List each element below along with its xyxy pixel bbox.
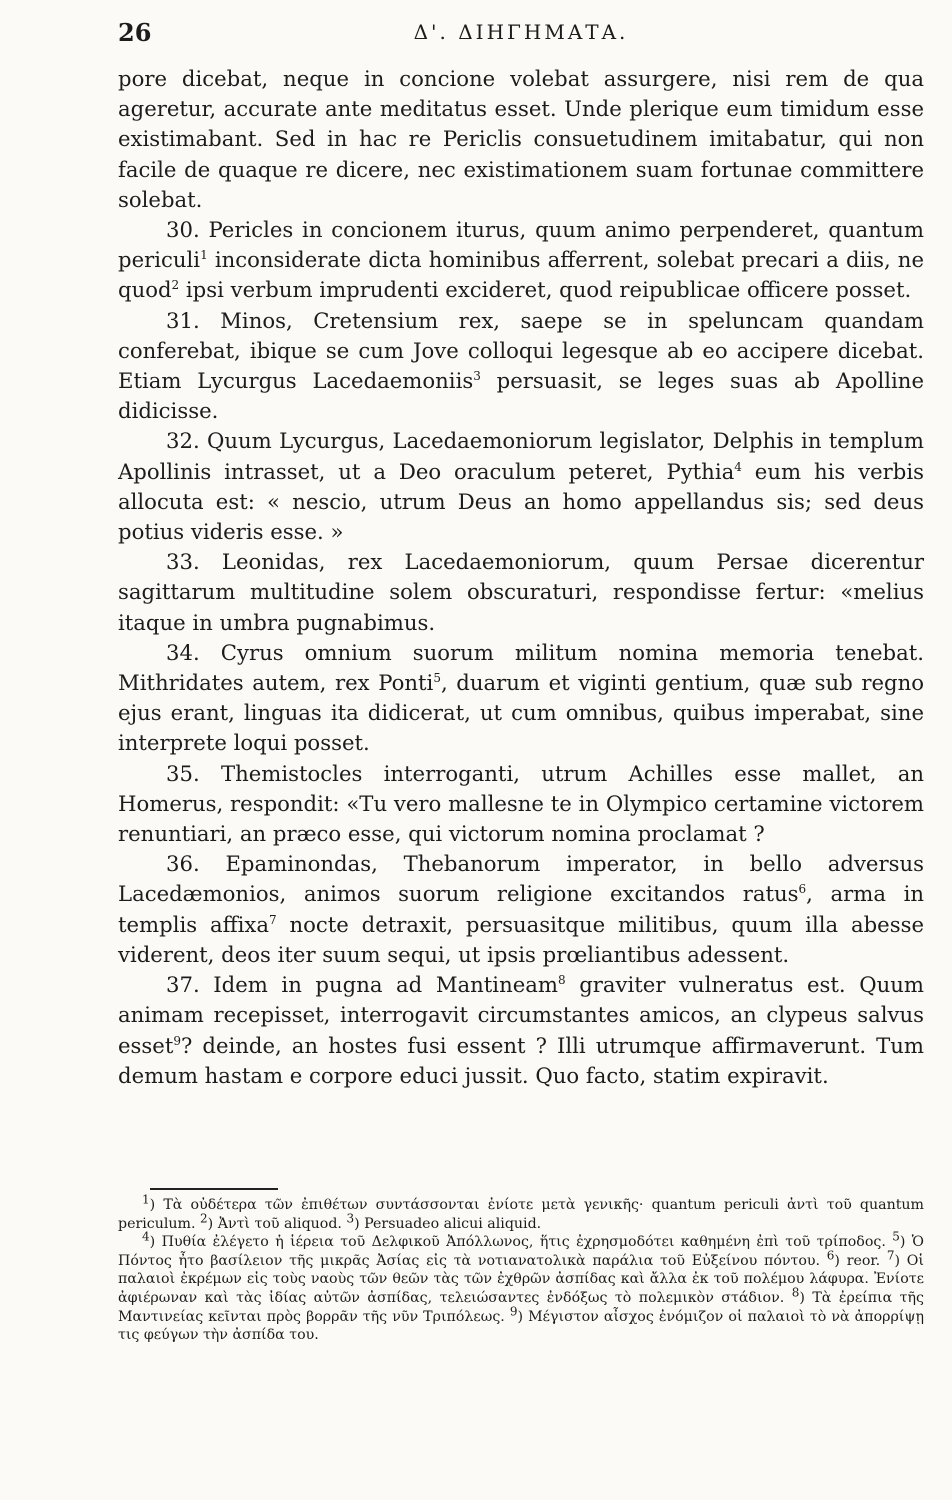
section-number: 32. [166, 428, 200, 454]
footnote-ref: 2 [171, 278, 180, 293]
footnote-block: $^4$) Πυθία ἐλέγετο ἡ ἱέρεια τοῦ Δελφικοῦ Ἀπόλλωνος, ἥτις ἐχρησμοδότει καθημένη ἐπὶ τοῦ τρίποδος. $^5$) Ὁ Πόντος ἦτο βασίλειον τῆς μικρᾶς Ἀσίας εἰς τὰ νοτιανατολικὰ παράλια τοῦ Εὐξείνου πόντου. $^6$) reor. $^7$) Οἱ παλαιοὶ ἐκρέμων εἰς τοὺς ναοὺς τῶν θεῶν τὰς τῶν ἐχθρῶν ἀσπίδας καὶ ἄλλα ἐκ τοῦ πολέμου λάφυρα. Ἐνίοτε ἀφιέρωναν καὶ τὰς ἰδίας αὐτῶν ἀσπίδας, τελειώσαντες ἐνδόξως τὸ πολεμικὸν στάδιον. $^8$) Τὰ ἐρείπια τῆς Μαντινείας κεῖνται πρὸς βορρᾶν τῆς νῦν Τριπόλεως. $^9$) Μέγιστον αἶσχος ἐνόμιζον οἱ παλαιοὶ τὸ νὰ ἀπορρίψῃ τις φεύγων τὴν ἀσπίδα του. [118, 1229, 924, 1344]
section-number: 36. [166, 851, 200, 877]
footnote-ref: 5 [433, 671, 441, 685]
section-31: 31. Minos, Cretensium rex, saepe se in speluncam quandam conferebat, ibique se cum Jove colloqui legesque ab eo accipere dicebat. Etiam Lycurgus Lacedaemoniis$^3$ persuasit, se leges suas ab Apolline didicisse. [118, 307, 924, 424]
page-number: 26 [118, 18, 152, 47]
section-37: 37. Idem in pugna ad Mantineam$^8$ graviter vulneratus est. Quum animam recepisset, interrogavit circumstantes amicos, an clypeus salvus esset$^9$? deinde, an hostes fusi essent ? Illi utrumque affirmaverunt. Tum demum hastam e corpore educi jussit. Quo facto, statim expiravit. [118, 972, 924, 1088]
paragraph-continued: pore dicebat, neque in concione volebat assurgere, nisi rem de qua ageretur, accurate ante meditatus esset. Unde plerique eum timidum esse existimabant. Sed in hac re Periclis consuetudinem imitabatur, qui non facile de quaque re dicere, nec existimationem suam fortunae committere solebat. [118, 66, 924, 212]
section-30: 30. Pericles in concionem iturus, quum animo perpenderet, quantum periculi$^1$ inconsiderate dicta hominibus afferrent, solebat precari a diis, ne quod$^2$ ipsi verbum imprudenti excideret, quod reipublicae officere posset. [118, 217, 924, 303]
section-number: 33. [166, 549, 200, 575]
footnote-ref: 7 [269, 912, 277, 927]
footnote-ref: 4 [734, 459, 742, 474]
footnote-block: $^1$) Τὰ οὐδέτερα τῶν ἐπιθέτων συντάσσονται ἐνίοτε μετὰ γενικῆς· quantum periculi ἀντὶ τοῦ quantum periculum. $^2$) Ἀντὶ τοῦ aliquod. $^3$) Persuadeo alicui aliquid. [118, 1192, 924, 1232]
footnote-ref: 8 [558, 973, 566, 988]
running-head: Δ'. ΔΙΗΓΗΜΑΤΑ. [413, 20, 629, 44]
main-text [118, 64, 924, 1091]
footnote-ref: 6 [798, 882, 807, 897]
footnote-ref: 3 [473, 368, 481, 383]
section-number: 37. [166, 972, 200, 998]
section-36: 36. Epaminondas, Thebanorum imperator, in bello adversus Lacedæmonios, animos suorum religione excitandos ratus$^6$, arma in templis affixa$^7$ nocte detraxit, persuasitque militibus, quum illa abesse viderent, deos iter suum sequi, ut ipsis prœliantibus adessent. [118, 851, 925, 967]
footnote-ref: 9 [173, 1033, 181, 1048]
section-34: 34. Cyrus omnium suorum militum nomina memoria tenebat. Mithridates autem, rex Ponti$^5$, duarum et viginti gentium, quæ sub regno ejus erant, linguas ita didicerat, ut cum omnibus, quibus imperabat, sine interprete loqui posset. [118, 639, 924, 756]
page-header [118, 18, 924, 58]
section-35: 35. Themistocles interroganti, utrum Achilles esse mallet, an Homerus, respondit: «Tu vero mallesne te in Olympico certamine victorem renuntiari, an præco esse, qui victorum nomina proclamat ? [118, 760, 924, 847]
section-number: 31. [166, 307, 200, 333]
section-32: 32. Quum Lycurgus, Lacedaemoniorum legislator, Delphis in templum Apollinis intrasset, ut a Deo oraculum peteret, Pythia$^4$ eum his verbis allocuta est: « nescio, utrum Deus an homo appellandus sis; sed deus potius videris esse. » [118, 428, 925, 545]
section-number: 34. [166, 639, 200, 665]
section-number: 30. [166, 217, 200, 243]
section-33: 33. Leonidas, rex Lacedaemoniorum, quum Persae dicerentur sagittarum multitudine solem obscuraturi, respondisse fertur: «melius itaque in umbra pugnabimus. [118, 549, 924, 635]
footnotes [118, 1192, 924, 1345]
footnote-divider [150, 1188, 278, 1190]
section-number: 35. [166, 760, 200, 786]
footnote-ref: 1 [200, 248, 208, 263]
